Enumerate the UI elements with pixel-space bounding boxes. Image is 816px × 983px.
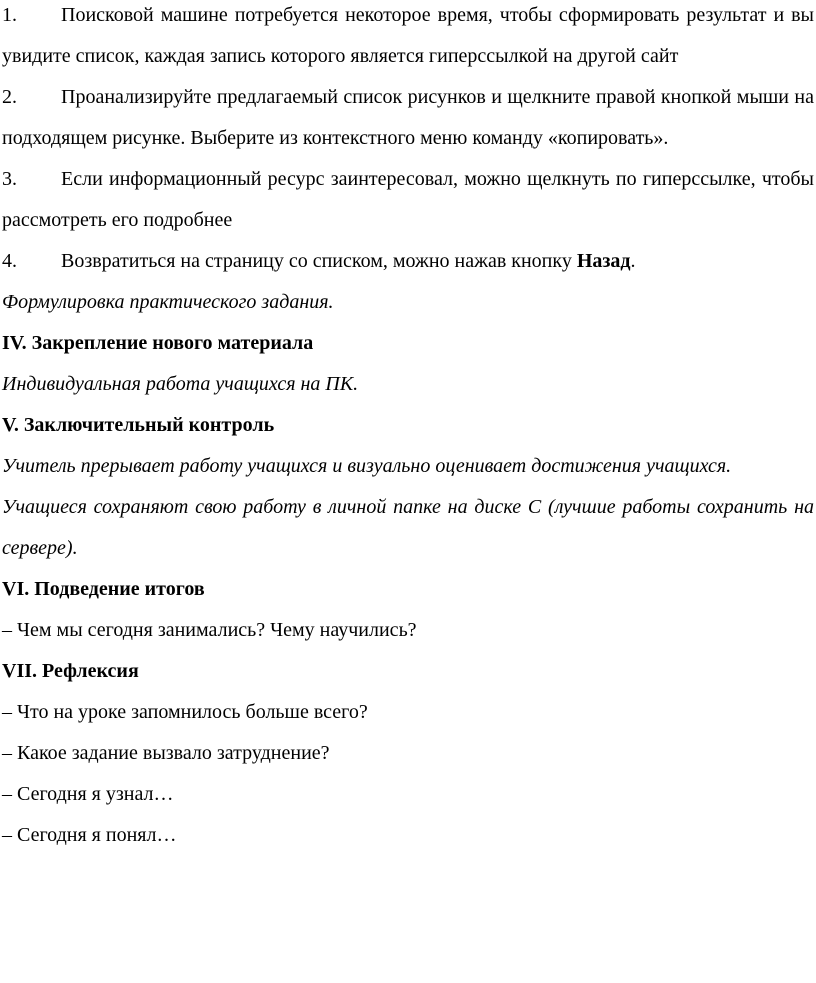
list-item-1 <box>2 0 814 77</box>
section-5-heading: V. Заключительный контроль <box>2 414 275 436</box>
section-6-line-1: – Чем мы сегодня занимались? Чему научились? <box>2 619 417 641</box>
section-4-note: Индивидуальная работа учащихся на ПК. <box>2 373 359 395</box>
list-item-text-end: . <box>630 250 636 272</box>
section-5-note-2: Учащиеся сохраняют свою работу в личной папке на диске С (лучшие работы сохранить на сервере). <box>2 496 814 559</box>
list-item-number: 3. <box>2 168 17 190</box>
practical-task-note: Формулировка практического задания. <box>2 291 334 313</box>
list-item-text: Поисковой машине потребуется некоторое время, чтобы сформировать результат и вы увидите список, каждая запись которого является гиперссылкой на другой сайт <box>2 4 814 67</box>
list-item-text: Проанализируйте предлагаемый список рисунков и щелкните правой кнопкой мыши на подходящем рисунке. Выберите из контекстного меню команду «копировать». <box>2 86 814 149</box>
back-button-name: Назад <box>576 250 631 272</box>
section-5-note-1: Учитель прерывает работу учащихся и визуально оценивает достижения учащихся. <box>2 455 732 477</box>
section-7-line-1: – Что на уроке запомнилось больше всего? <box>2 701 368 723</box>
list-item-number: 1. <box>2 4 17 26</box>
section-7-heading: VII. Рефлексия <box>2 660 139 682</box>
list-item-number: 2. <box>2 86 17 108</box>
section-7-line-3: – Сегодня я узнал… <box>2 783 174 805</box>
list-item-3 <box>2 159 814 241</box>
section-7-line-4: – Сегодня я понял… <box>2 824 177 846</box>
section-4-heading: IV. Закрепление нового материала <box>2 332 314 354</box>
list-item-text: Возвратиться на страницу со списком, можно нажав кнопку <box>61 250 577 272</box>
list-item-2 <box>2 77 814 159</box>
list-item-number: 4. <box>2 250 17 272</box>
list-item-4 <box>2 241 814 282</box>
list-item-text: Если информационный ресурс заинтересовал, можно щелкнуть по гиперссылке, чтобы рассмотреть его подробнее <box>2 168 814 231</box>
section-6-heading: VI. Подведение итогов <box>2 578 205 600</box>
document-page <box>2 0 814 856</box>
section-7-line-2: – Какое задание вызвало затруднение? <box>2 742 330 764</box>
